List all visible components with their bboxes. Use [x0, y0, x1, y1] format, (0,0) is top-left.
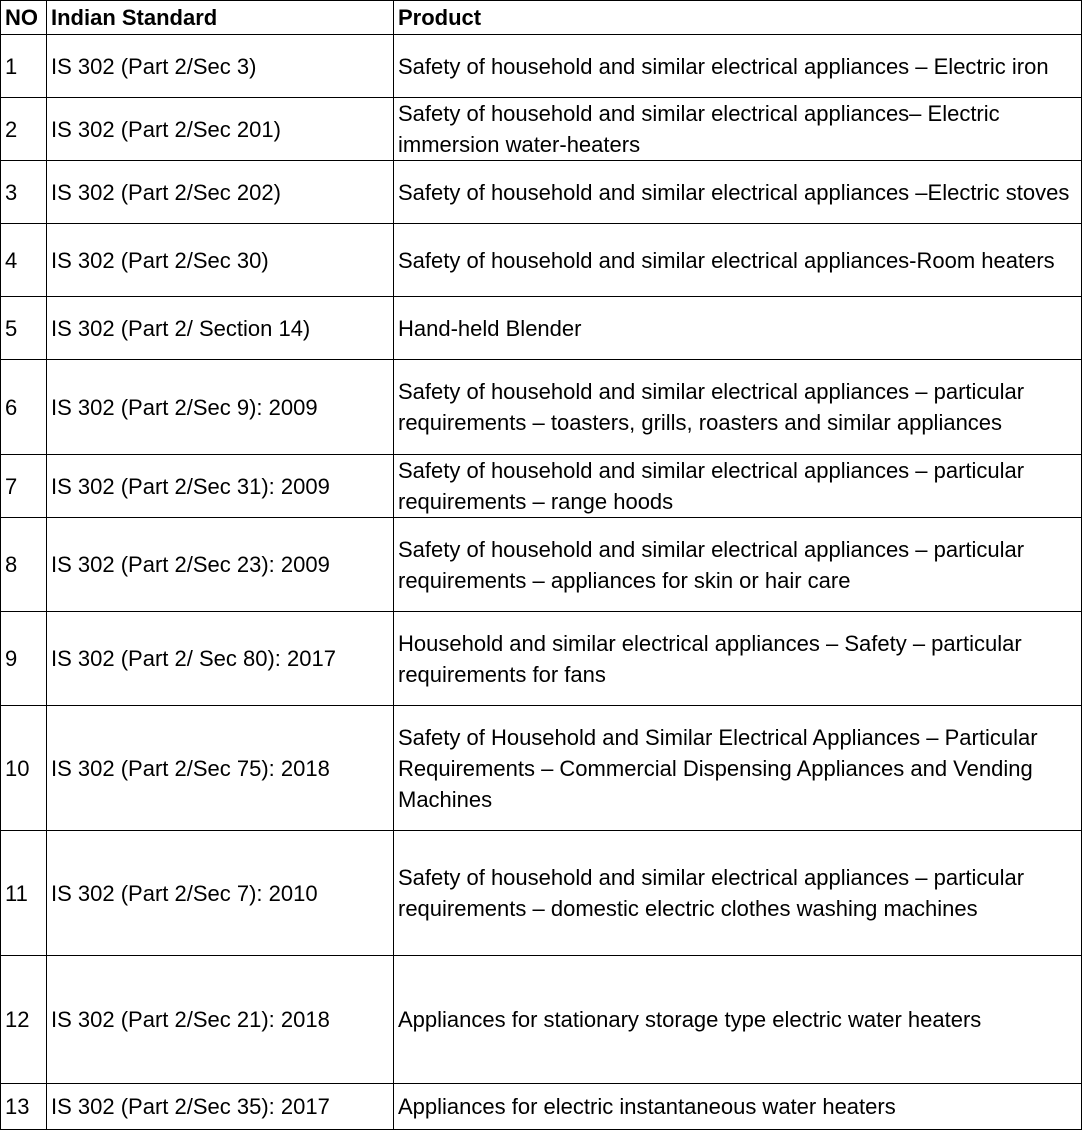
cell-no: 7 — [1, 455, 47, 518]
cell-standard: IS 302 (Part 2/ Section 14) — [47, 297, 394, 360]
table-row — [1, 455, 1082, 518]
cell-product: Safety of household and similar electrical appliances-Room heaters — [394, 224, 1082, 297]
table-row — [1, 161, 1082, 224]
table-row — [1, 956, 1082, 1084]
cell-standard: IS 302 (Part 2/Sec 7): 2010 — [47, 831, 394, 956]
cell-no: 5 — [1, 297, 47, 360]
cell-standard: IS 302 (Part 2/Sec 23): 2009 — [47, 518, 394, 612]
cell-product: Safety of household and similar electrical appliances –Electric stoves — [394, 161, 1082, 224]
table-row — [1, 518, 1082, 612]
cell-product: Safety of household and similar electrical appliances – particular requirements – domestic electric clothes washing machines — [394, 831, 1082, 956]
table-row — [1, 360, 1082, 455]
cell-no: 13 — [1, 1084, 47, 1130]
cell-no: 8 — [1, 518, 47, 612]
cell-standard: IS 302 (Part 2/Sec 3) — [47, 35, 394, 98]
cell-no: 2 — [1, 98, 47, 161]
cell-product: Safety of Household and Similar Electrical Appliances – Particular Requirements – Commercial Dispensing Appliances and Vending Machines — [394, 706, 1082, 831]
cell-product: Appliances for electric instantaneous water heaters — [394, 1084, 1082, 1130]
cell-product: Appliances for stationary storage type electric water heaters — [394, 956, 1082, 1084]
cell-standard: IS 302 (Part 2/Sec 9): 2009 — [47, 360, 394, 455]
cell-standard: IS 302 (Part 2/Sec 35): 2017 — [47, 1084, 394, 1130]
cell-no: 4 — [1, 224, 47, 297]
cell-product: Safety of household and similar electrical appliances – particular requirements – toasters, grills, roasters and similar appliances — [394, 360, 1082, 455]
cell-product: Safety of household and similar electrical appliances – particular requirements – range hoods — [394, 455, 1082, 518]
cell-product: Hand-held Blender — [394, 297, 1082, 360]
header-indian-standard: Indian Standard — [47, 1, 394, 35]
cell-standard: IS 302 (Part 2/Sec 31): 2009 — [47, 455, 394, 518]
table-row — [1, 706, 1082, 831]
cell-no: 11 — [1, 831, 47, 956]
cell-standard: IS 302 (Part 2/Sec 21): 2018 — [47, 956, 394, 1084]
cell-no: 9 — [1, 612, 47, 706]
cell-product: Safety of household and similar electrical appliances– Electric immersion water-heaters — [394, 98, 1082, 161]
cell-standard: IS 302 (Part 2/ Sec 80): 2017 — [47, 612, 394, 706]
header-product: Product — [394, 1, 1082, 35]
cell-product: Household and similar electrical appliances – Safety – particular requirements for fans — [394, 612, 1082, 706]
table-row — [1, 297, 1082, 360]
cell-product: Safety of household and similar electrical appliances – particular requirements – appliances for skin or hair care — [394, 518, 1082, 612]
table-row — [1, 1084, 1082, 1130]
cell-no: 12 — [1, 956, 47, 1084]
header-no: NO — [1, 1, 47, 35]
cell-standard: IS 302 (Part 2/Sec 30) — [47, 224, 394, 297]
cell-no: 6 — [1, 360, 47, 455]
cell-standard: IS 302 (Part 2/Sec 201) — [47, 98, 394, 161]
cell-no: 10 — [1, 706, 47, 831]
table-row — [1, 224, 1082, 297]
cell-product: Safety of household and similar electrical appliances – Electric iron — [394, 35, 1082, 98]
table-row — [1, 831, 1082, 956]
cell-no: 3 — [1, 161, 47, 224]
table-row — [1, 612, 1082, 706]
table-row — [1, 35, 1082, 98]
cell-standard: IS 302 (Part 2/Sec 75): 2018 — [47, 706, 394, 831]
table-row — [1, 98, 1082, 161]
table-header-row — [1, 1, 1082, 35]
cell-standard: IS 302 (Part 2/Sec 202) — [47, 161, 394, 224]
cell-no: 1 — [1, 35, 47, 98]
